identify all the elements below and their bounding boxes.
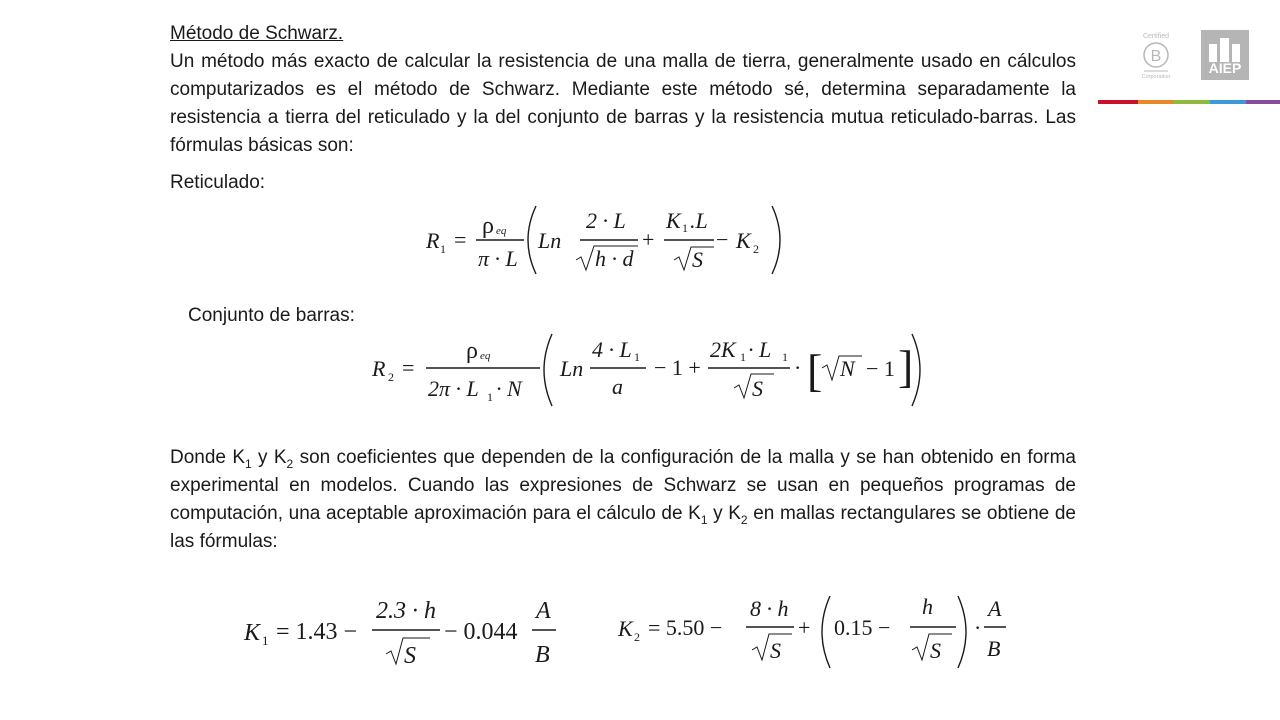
svg-text:S: S — [930, 638, 941, 663]
stripe-purple — [1246, 100, 1280, 104]
svg-text:h: h — [922, 594, 933, 619]
svg-text:=: = — [454, 227, 467, 252]
svg-text:S: S — [692, 247, 703, 272]
svg-text:B: B — [987, 636, 1001, 661]
svg-text:= 1.43 −: = 1.43 − — [276, 619, 358, 645]
svg-text:K: K — [736, 228, 751, 253]
svg-text:N: N — [840, 356, 855, 381]
svg-text:π · L: π · L — [478, 246, 518, 271]
svg-text:1: 1 — [262, 633, 269, 648]
aiep-logo — [1201, 30, 1249, 80]
svg-text:K: K — [666, 208, 681, 233]
bcorp-letter: B — [1150, 48, 1162, 65]
svg-text:1: 1 — [487, 390, 493, 404]
svg-text:2π · L: 2π · L — [428, 376, 479, 401]
svg-text:eq: eq — [496, 225, 507, 237]
svg-text:K: K — [244, 620, 261, 646]
svg-text:B: B — [535, 642, 550, 668]
svg-text:a: a — [612, 374, 623, 399]
svg-text:+: + — [642, 227, 655, 252]
svg-text:2K: 2K — [710, 337, 736, 362]
svg-text:1: 1 — [740, 350, 746, 364]
svg-text:= 5.50 −: = 5.50 − — [648, 615, 723, 640]
aiep-logo-text: AIEP — [1208, 60, 1242, 76]
svg-text:− 1: − 1 — [866, 356, 895, 381]
stripe-red — [1098, 100, 1138, 104]
svg-text:h · d: h · d — [595, 246, 634, 271]
svg-text:A: A — [536, 598, 551, 624]
svg-text:S: S — [752, 376, 763, 401]
svg-text:ρ: ρ — [466, 338, 478, 364]
section-title: Método de Schwarz. — [170, 23, 344, 44]
equation-k1 — [240, 592, 570, 682]
bcorp-logo — [1136, 30, 1176, 80]
bcorp-top-text: Certified — [1142, 33, 1170, 40]
svg-text:R: R — [372, 356, 386, 381]
svg-text:2.3 · h: 2.3 · h — [376, 598, 436, 624]
svg-text:8 · h: 8 · h — [750, 596, 789, 621]
stripe-green — [1174, 100, 1210, 104]
equation-r2 — [370, 330, 930, 410]
equation-k2 — [616, 592, 1016, 682]
svg-text:1: 1 — [440, 242, 446, 256]
equation-r1 — [420, 200, 800, 280]
stripe-orange — [1138, 100, 1174, 104]
svg-text:2: 2 — [634, 630, 640, 644]
svg-text:]: ] — [898, 341, 914, 392]
svg-text:+: + — [798, 615, 811, 640]
svg-text:0.15 −: 0.15 − — [834, 615, 891, 640]
svg-text:S: S — [404, 643, 416, 669]
svg-text:A: A — [988, 596, 1002, 621]
bcorp-bottom-text: Corporation — [1141, 74, 1171, 80]
svg-text:·: · — [974, 615, 982, 640]
svg-text:·: · — [794, 355, 802, 380]
label-reticulado: Reticulado: — [170, 172, 266, 193]
svg-text:2 · L: 2 · L — [586, 208, 626, 233]
paragraph-coefficients: Donde $K_1$ y $K_2$ son coeficientes que dependen de la configuración de la malla y se han obtenido en forma experimental en modelos. Cuando las expresiones de Schwarz se usan en pequeños programas de computación, una aceptable aproximación para el cálculo de $K_1$ y $K_2$ en mallas rectangulares se obtiene de las fórmulas: — [170, 447, 1076, 552]
svg-text:Ln: Ln — [538, 228, 562, 253]
svg-text:2: 2 — [388, 370, 394, 384]
label-conjunto-barras: Conjunto de barras: — [188, 305, 355, 326]
svg-text:K: K — [618, 616, 633, 641]
svg-text:· N: · N — [496, 376, 522, 401]
svg-text:Ln: Ln — [560, 356, 584, 381]
svg-text:1: 1 — [682, 221, 688, 235]
stripe-blue — [1210, 100, 1246, 104]
svg-text:ρ: ρ — [482, 213, 494, 239]
svg-text:· L: · L — [748, 337, 772, 362]
svg-text:=: = — [402, 355, 415, 380]
svg-text:1: 1 — [782, 350, 788, 364]
svg-text:R: R — [426, 228, 440, 253]
svg-text:4 · L: 4 · L — [592, 337, 632, 362]
intro-paragraph: Un método más exacto de calcular la resistencia de una malla de tierra, generalmente usado en cálculos computarizados es el método de Schwarz. Mediante este método sé, determina separadamente la resistencia a tierra del reticulado y la del conjunto de barras y la resistencia mutua reticulado-barras. Las fórmulas básicas son: — [170, 51, 1076, 156]
svg-text:eq: eq — [480, 350, 491, 362]
svg-text:− 1 +: − 1 + — [654, 355, 701, 380]
svg-text:S: S — [770, 638, 781, 663]
svg-text:− 0.044: − 0.044 — [444, 619, 518, 645]
svg-text:[: [ — [807, 345, 823, 396]
svg-text:.L: .L — [690, 208, 708, 233]
svg-text:−: − — [716, 227, 729, 252]
svg-text:2: 2 — [753, 242, 759, 256]
svg-text:1: 1 — [634, 350, 640, 364]
